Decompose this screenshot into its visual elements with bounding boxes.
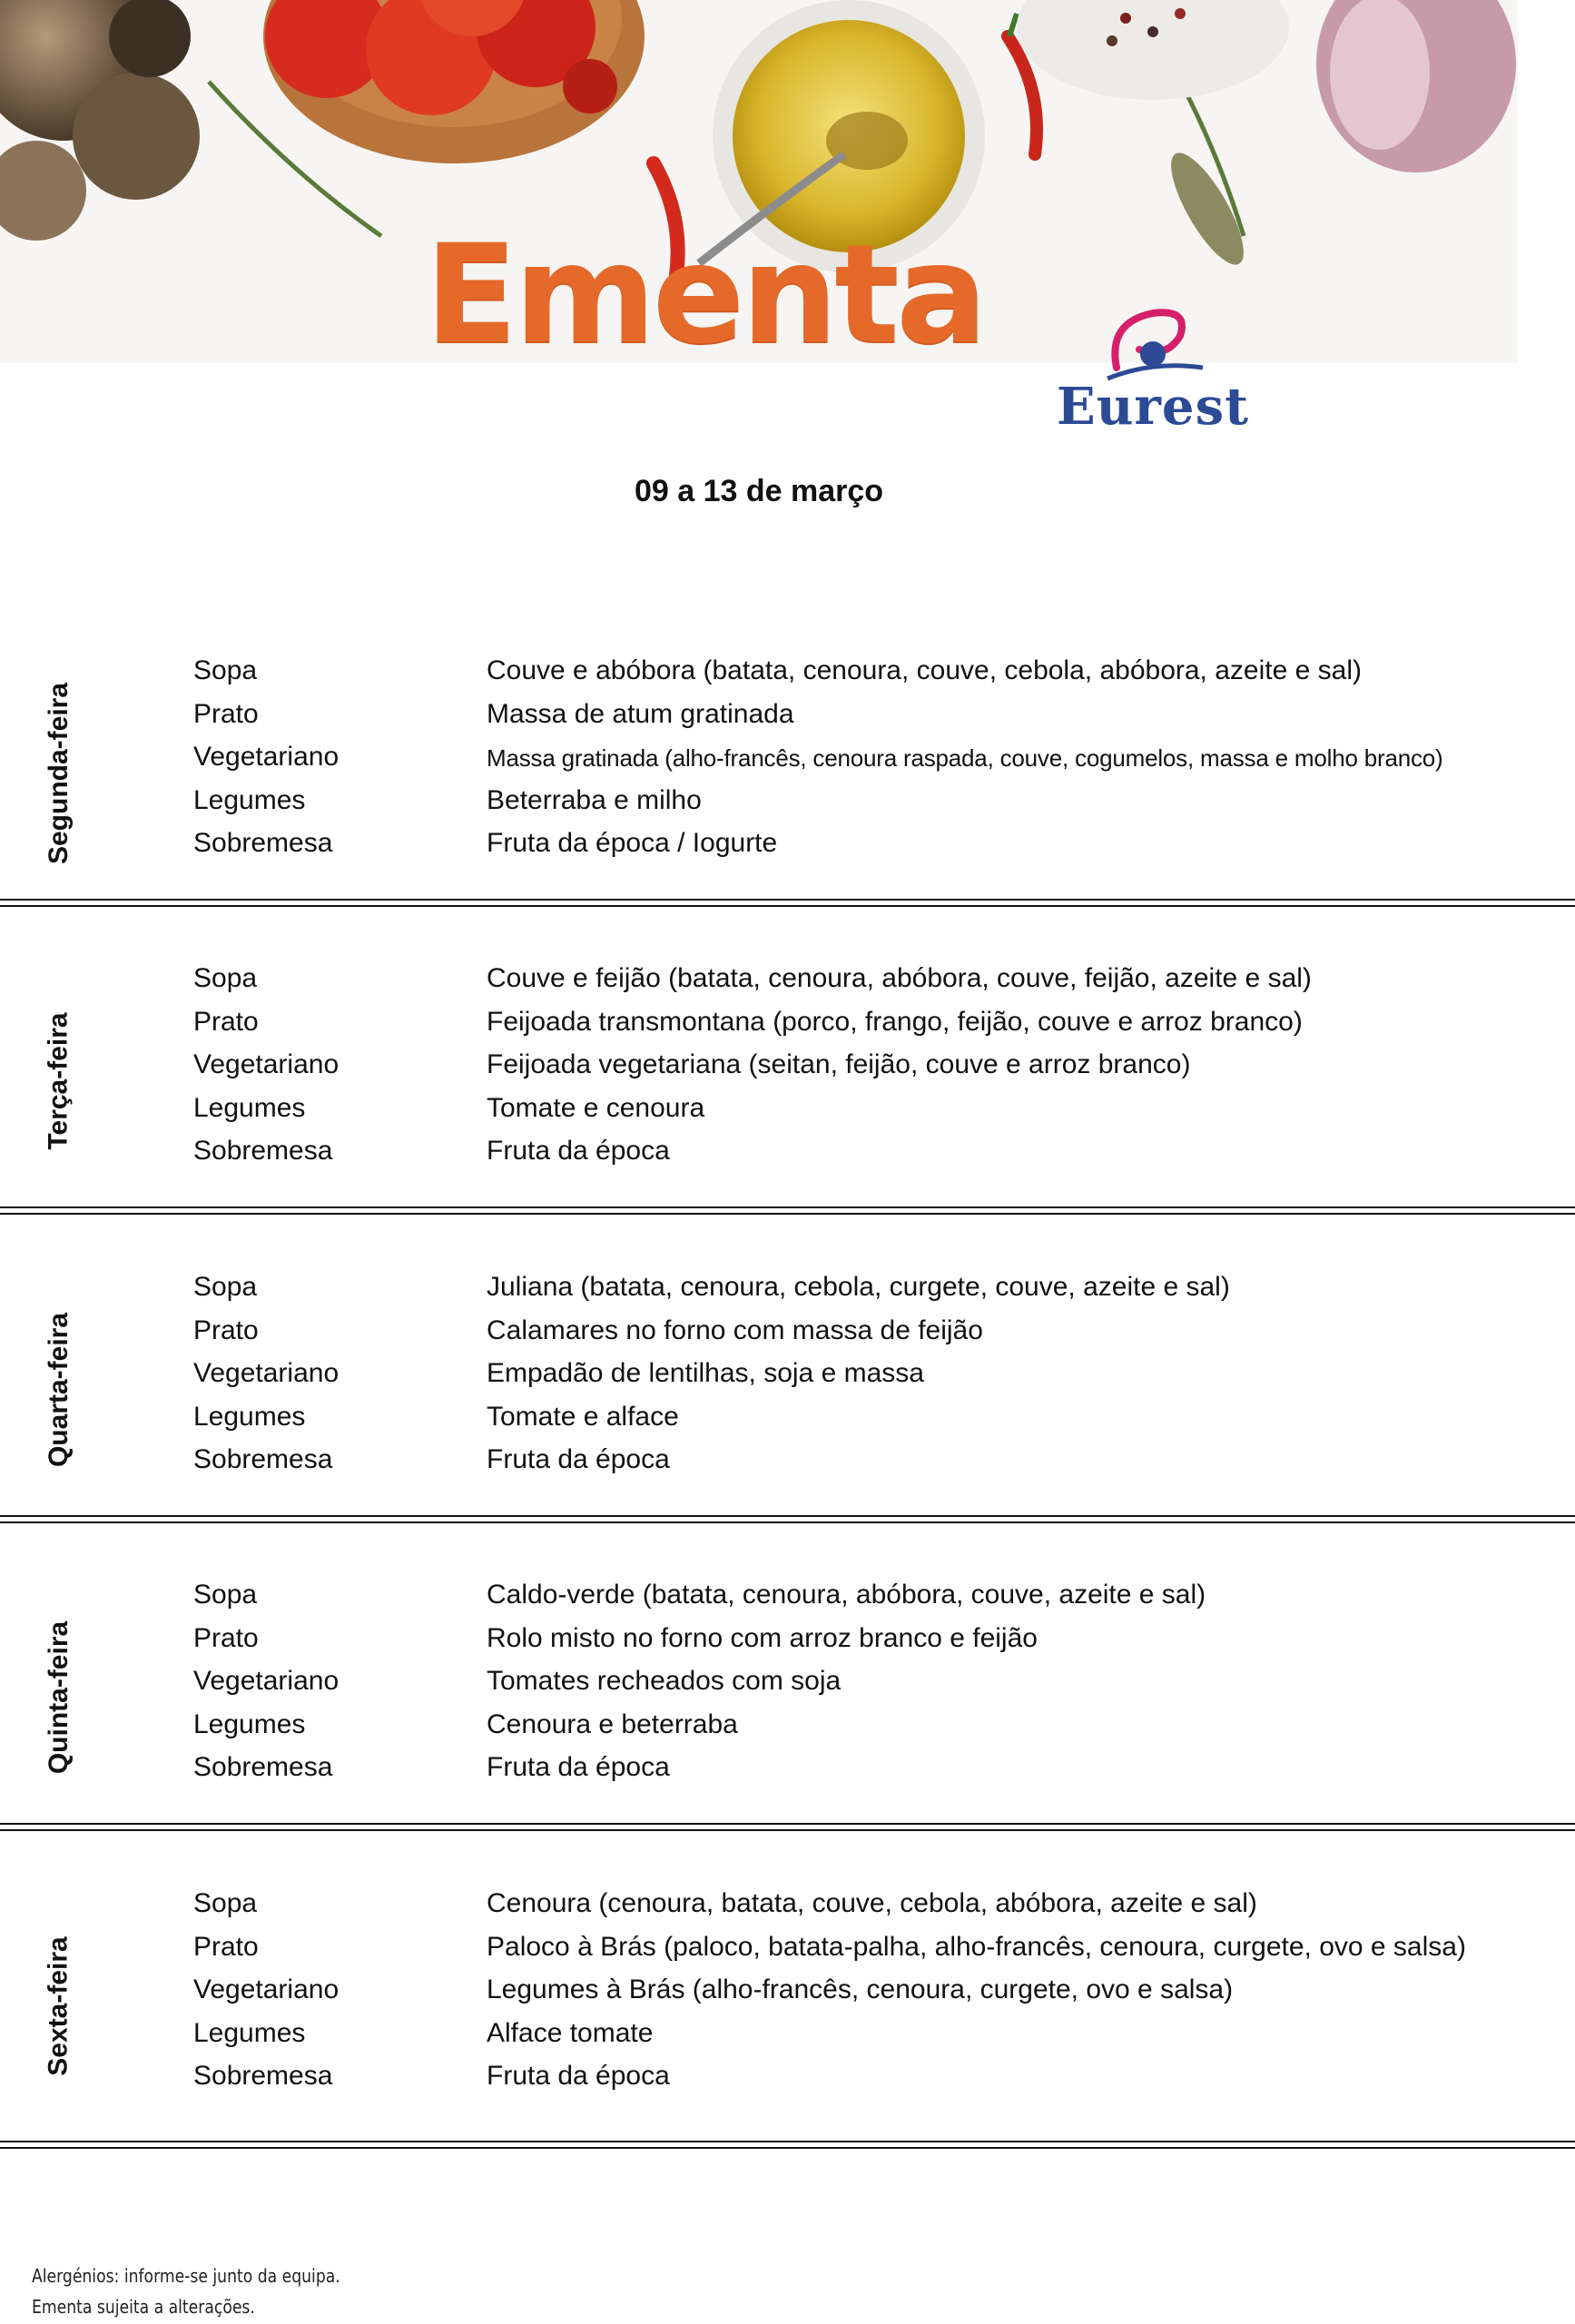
menu-dish: Alface tomate bbox=[487, 2017, 654, 2048]
menu-dish: Cenoura (cenoura, batata, couve, cebola, abóbora, azeite e sal) bbox=[487, 1888, 1257, 1918]
eurest-logo bbox=[1053, 304, 1253, 440]
menu-category: Prato bbox=[193, 1622, 259, 1653]
menu-category: Sopa bbox=[193, 1272, 258, 1302]
menu-dish: Tomate e alface bbox=[487, 1401, 679, 1432]
menu-row bbox=[0, 1666, 1575, 1709]
menu-category: Sopa bbox=[193, 963, 258, 993]
menu-dish: Paloco à Brás (paloco, batata-palha, alho-francês, cenoura, curgete, ovo e salsa) bbox=[487, 1931, 1466, 1962]
day-name: Terça-feira bbox=[44, 1012, 74, 1150]
menu-category: Legumes bbox=[193, 784, 306, 815]
day-section bbox=[0, 1580, 1575, 1888]
menu-row bbox=[0, 1136, 1575, 1178]
day-name: Segunda-feira bbox=[44, 682, 74, 865]
allergen-note: Alergénios: informe-se junto da equipa. bbox=[32, 2265, 340, 2287]
menu-row bbox=[0, 2018, 1575, 2061]
menu-category: Prato bbox=[193, 1315, 259, 1345]
menu-category: Vegetariano bbox=[193, 1666, 340, 1696]
day-section bbox=[0, 1272, 1575, 1581]
menu-dish: Legumes à Brás (alho-francês, cenoura, curgete, ovo e salsa) bbox=[487, 1974, 1234, 2004]
menu-row bbox=[0, 1007, 1575, 1049]
menu-category: Sopa bbox=[193, 1888, 258, 1918]
day-separator bbox=[0, 2141, 1575, 2149]
menu-dish: Tomates recheados com soja bbox=[487, 1666, 842, 1696]
eurest-swirl-icon bbox=[1053, 304, 1253, 386]
menu-dish: Empadão de lentilhas, soja e massa bbox=[487, 1358, 924, 1388]
menu-category: Sobremesa bbox=[193, 1752, 333, 1782]
menu-category: Sobremesa bbox=[193, 828, 333, 858]
day-name: Quarta-feira bbox=[44, 1312, 74, 1468]
menu-category: Sopa bbox=[193, 655, 258, 685]
day-separator bbox=[0, 899, 1575, 907]
menu-category: Prato bbox=[193, 698, 259, 729]
menu-category: Legumes bbox=[193, 1401, 306, 1432]
menu-dish: Couve e feijão (batata, cenoura, abóbora, couve, feijão, azeite e sal) bbox=[487, 963, 1312, 993]
menu-row bbox=[0, 1709, 1575, 1752]
menu-dish: Caldo-verde (batata, cenoura, abóbora, couve, azeite e sal) bbox=[487, 1580, 1206, 1610]
day-separator bbox=[0, 1823, 1575, 1831]
menu-dish: Fruta da época bbox=[487, 1444, 670, 1474]
menu-category: Sopa bbox=[193, 1580, 258, 1610]
menu-dish: Calamares no forno com massa de feijão bbox=[487, 1315, 983, 1345]
menu-row bbox=[0, 1580, 1575, 1622]
menu-dish: Fruta da época bbox=[487, 2061, 670, 2091]
menu-row bbox=[0, 1444, 1575, 1487]
menu-row bbox=[0, 1974, 1575, 2017]
menu-row bbox=[0, 1752, 1575, 1795]
menu-row bbox=[0, 699, 1575, 742]
menu-category: Prato bbox=[193, 1006, 259, 1037]
footer-notes bbox=[32, 2260, 340, 2322]
menu-period: 09 a 13 de março bbox=[634, 474, 884, 508]
menu-category: Legumes bbox=[193, 2017, 306, 2048]
header-banner bbox=[0, 0, 1518, 363]
menu-dish: Fruta da época bbox=[487, 1752, 670, 1782]
day-section bbox=[0, 963, 1575, 1272]
menu-dish: Cenoura e beterraba bbox=[487, 1709, 738, 1739]
menu-category: Vegetariano bbox=[193, 742, 340, 772]
menu-row bbox=[0, 785, 1575, 828]
menu-category: Sobremesa bbox=[193, 1136, 333, 1166]
menu-row bbox=[0, 963, 1575, 1006]
day-section bbox=[0, 1888, 1575, 2197]
changes-note: Ementa sujeita a alterações. bbox=[32, 2296, 255, 2318]
menu-category: Prato bbox=[193, 1931, 259, 1962]
menu-category: Vegetariano bbox=[193, 1358, 340, 1388]
menu-category: Sobremesa bbox=[193, 1444, 333, 1474]
day-name: Sexta-feira bbox=[44, 1936, 74, 2076]
menu-row bbox=[0, 1272, 1575, 1315]
banner-title: Ementa bbox=[425, 216, 985, 363]
menu-category: Vegetariano bbox=[193, 1049, 340, 1079]
menu-dish: Rolo misto no forno com arroz branco e feijão bbox=[487, 1622, 1038, 1653]
menu-dish: Beterraba e milho bbox=[487, 784, 702, 815]
menu-row bbox=[0, 655, 1575, 698]
day-separator bbox=[0, 1515, 1575, 1523]
brand-name: Eurest bbox=[1057, 377, 1249, 437]
day-name: Quinta-feira bbox=[44, 1620, 74, 1775]
menu-dish: Massa de atum gratinada bbox=[487, 698, 794, 729]
menu-dish: Feijoada vegetariana (seitan, feijão, couve e arroz branco) bbox=[487, 1049, 1191, 1079]
menu-row bbox=[0, 828, 1575, 871]
menu-row bbox=[0, 1093, 1575, 1136]
day-separator bbox=[0, 1206, 1575, 1215]
menu-row bbox=[0, 1049, 1575, 1092]
menu-dish: Tomate e cenoura bbox=[487, 1092, 705, 1123]
day-section bbox=[0, 655, 1575, 964]
menu-row bbox=[0, 1358, 1575, 1401]
menu-category: Sobremesa bbox=[193, 2061, 333, 2091]
menu-category: Vegetariano bbox=[193, 1974, 340, 2004]
menu-row bbox=[0, 1623, 1575, 1666]
menu-dish: Juliana (batata, cenoura, cebola, curgete, couve, azeite e sal) bbox=[487, 1272, 1230, 1302]
menu-row bbox=[0, 742, 1575, 784]
menu-category: Legumes bbox=[193, 1092, 306, 1123]
menu-dish: Feijoada transmontana (porco, frango, feijão, couve e arroz branco) bbox=[487, 1006, 1303, 1037]
menu-dish: Massa gratinada (alho-francês, cenoura raspada, couve, cogumelos, massa e molho branco) bbox=[487, 744, 1443, 772]
menu-row bbox=[0, 1888, 1575, 1931]
menu-row bbox=[0, 1932, 1575, 1974]
menu-row bbox=[0, 2061, 1575, 2103]
menu-dish: Couve e abóbora (batata, cenoura, couve, cebola, abóbora, azeite e sal) bbox=[487, 655, 1362, 685]
menu-row bbox=[0, 1315, 1575, 1358]
menu-category: Legumes bbox=[193, 1709, 306, 1739]
menu-row bbox=[0, 1402, 1575, 1444]
menu-dish: Fruta da época bbox=[487, 1136, 670, 1166]
menu-dish: Fruta da época / Iogurte bbox=[487, 828, 778, 858]
